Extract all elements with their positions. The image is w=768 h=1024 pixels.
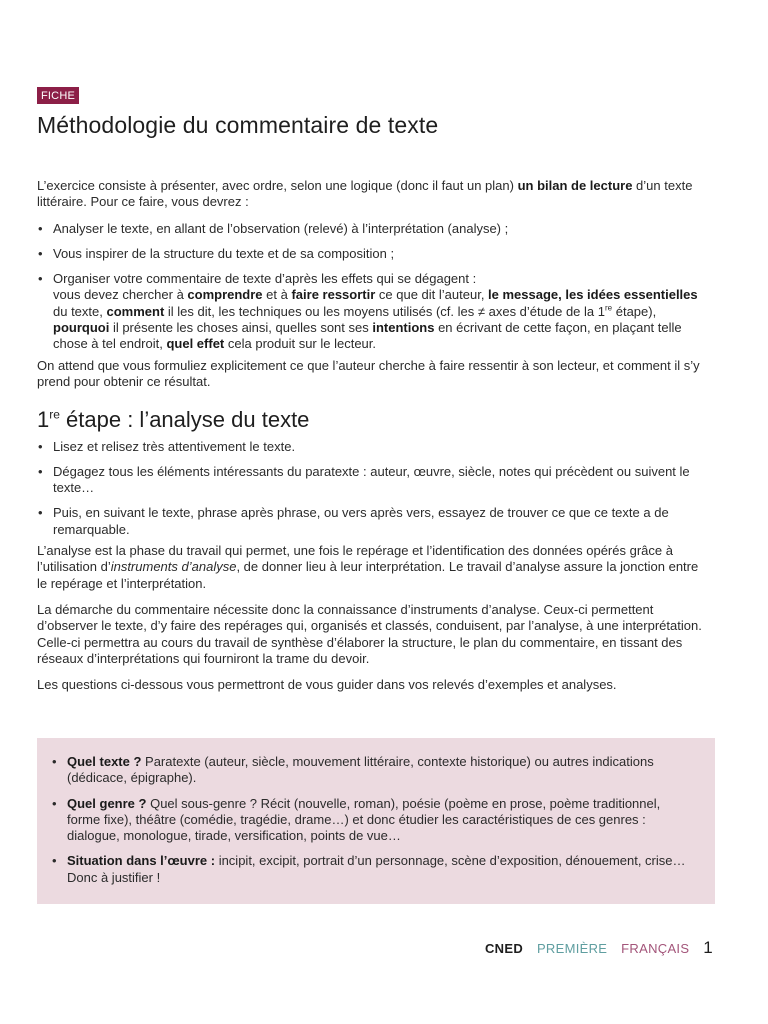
text-run: , de donner lieu à leur interprétation. Le travail d’analyse assure la jonction entre le repérage et l’interprétation. [37,559,699,591]
bold-run: quel effet [166,336,225,352]
text-run: ce que dit l’auteur, [375,287,489,303]
intro-bold: un bilan de lecture [517,178,633,193]
list-item: • Analyser le texte, en allant de l’observation (relevé) à l’interprétation (analyse) ; [37,221,705,237]
text-run: du texte, [53,303,107,319]
text-run: et à [262,287,292,303]
page-footer [475,938,713,958]
bold-run: pourquoi [53,320,110,336]
bold-run: faire ressortir [291,287,376,303]
questions-paragraph: Les questions ci-dessous vous permettront de vous guider dans vos relevés d’exemples et analyses. [37,677,617,693]
demarche-paragraph: La démarche du commentaire nécessite donc la connaissance d’instruments d’analyse. Ceux-ci permettent d’observer le texte, d’y faire des repérages qui, organisés et classés, conduisent, par l’analyse, à une interprétation. Celle-ci permettra au cours du travail de synthèse d’élaborer la structure, le plan du commentaire, en tissant des réseaux d’interprétations qui fourniront la trame du devoir. [37,601,702,666]
text-run: cela produit sur le lecteur. [224,336,377,352]
page-number: 1 [703,938,713,957]
question-label: Situation dans l’œuvre : [67,853,216,869]
section-superscript: re [49,407,60,422]
list-item: • Puis, en suivant le texte, phrase après phrase, ou vers après vers, essayez de trouver ce que ce texte a de remarquable. [37,505,705,538]
list-item-effects [37,271,705,352]
section-heading [37,407,705,433]
method-list [37,221,705,353]
question-text: Paratexte (auteur, siècle, mouvement littéraire, contexte historique) ou autres indications (dédicace, épigraphe). [67,754,654,786]
list-item: • Dégagez tous les éléments intéressants du paratexte : auteur, œuvre, siècle, notes qui précèdent ou suivent le texte… [37,464,705,497]
italic-run: instruments d’analyse [110,559,237,575]
attend-paragraph: On attend que vous formuliez explicitement ce que l’auteur cherche à faire ressentir à son lecteur, et comment il s’y prend pour obtenir ce résultat. [37,357,700,389]
analysis-list [37,439,705,538]
footer-level: PREMIÈRE [536,941,608,956]
bold-run: comprendre [187,287,263,303]
intro-paragraph [37,178,705,211]
list-item: • Vous inspirer de la structure du texte et de sa composition ; [37,246,705,262]
intro-text-end: d’un texte littéraire. Pour ce faire, vous devrez : [37,178,693,210]
text-run: en écrivant de cette façon, en plaçant telle chose à tel endroit, [53,320,682,352]
question-item [51,796,693,845]
section-number: 1 [37,407,50,433]
text-run: L’analyse est la phase du travail qui permet, une fois le repérage et l’identification des données opérés grâce à l’utilisation d’ [37,543,673,575]
section-label: étape : l’analyse du texte [59,407,310,433]
questions-box [37,738,715,904]
footer-subject: FRANÇAIS [621,941,690,956]
effects-detail [53,287,705,352]
fiche-tag: FICHE [37,87,79,104]
superscript: re [604,303,613,313]
bold-run: le message, les idées essentielles [488,287,698,303]
page-title: Méthodologie du commentaire de texte [37,112,439,138]
intro-text: L’exercice consiste à présenter, avec ordre, selon une logique (donc il faut un plan) [37,178,518,193]
question-text: Quel sous-genre ? Récit (nouvelle, roman), poésie (poème en prose, poème traditionnel, forme fixe), théâtre (comédie, tragédie, drame…) et donc étudier les caractéristiques de ces genres : dialogue, monologue, tirade, versification, points de vue… [67,795,661,844]
text-run: il les dit, les techniques ou les moyens utilisés (cf. les ≠ axes d’étude de la 1 [164,303,605,319]
question-item [51,853,693,886]
question-label: Quel texte ? [67,754,142,769]
text-run: il présente les choses ainsi, quelles sont ses [109,320,373,336]
text-run: étape), [612,303,657,319]
question-label: Quel genre ? [67,795,147,811]
questions-list [51,754,693,886]
question-item [51,754,693,787]
bold-run: comment [106,303,165,319]
main-content [37,178,705,703]
analyse-paragraph [37,543,705,592]
footer-cned: CNED [484,941,524,956]
question-text: incipit, excipit, portrait d’un personnage, scène d’exposition, dénouement, crise… Donc à justifier ! [67,853,686,885]
bold-run: intentions [372,320,435,336]
list-item: • Lisez et relisez très attentivement le texte. [37,439,705,455]
text-run: vous devez chercher à [53,287,188,303]
effects-lead: Organiser votre commentaire de texte d’après les effets qui se dégagent : [53,271,477,287]
